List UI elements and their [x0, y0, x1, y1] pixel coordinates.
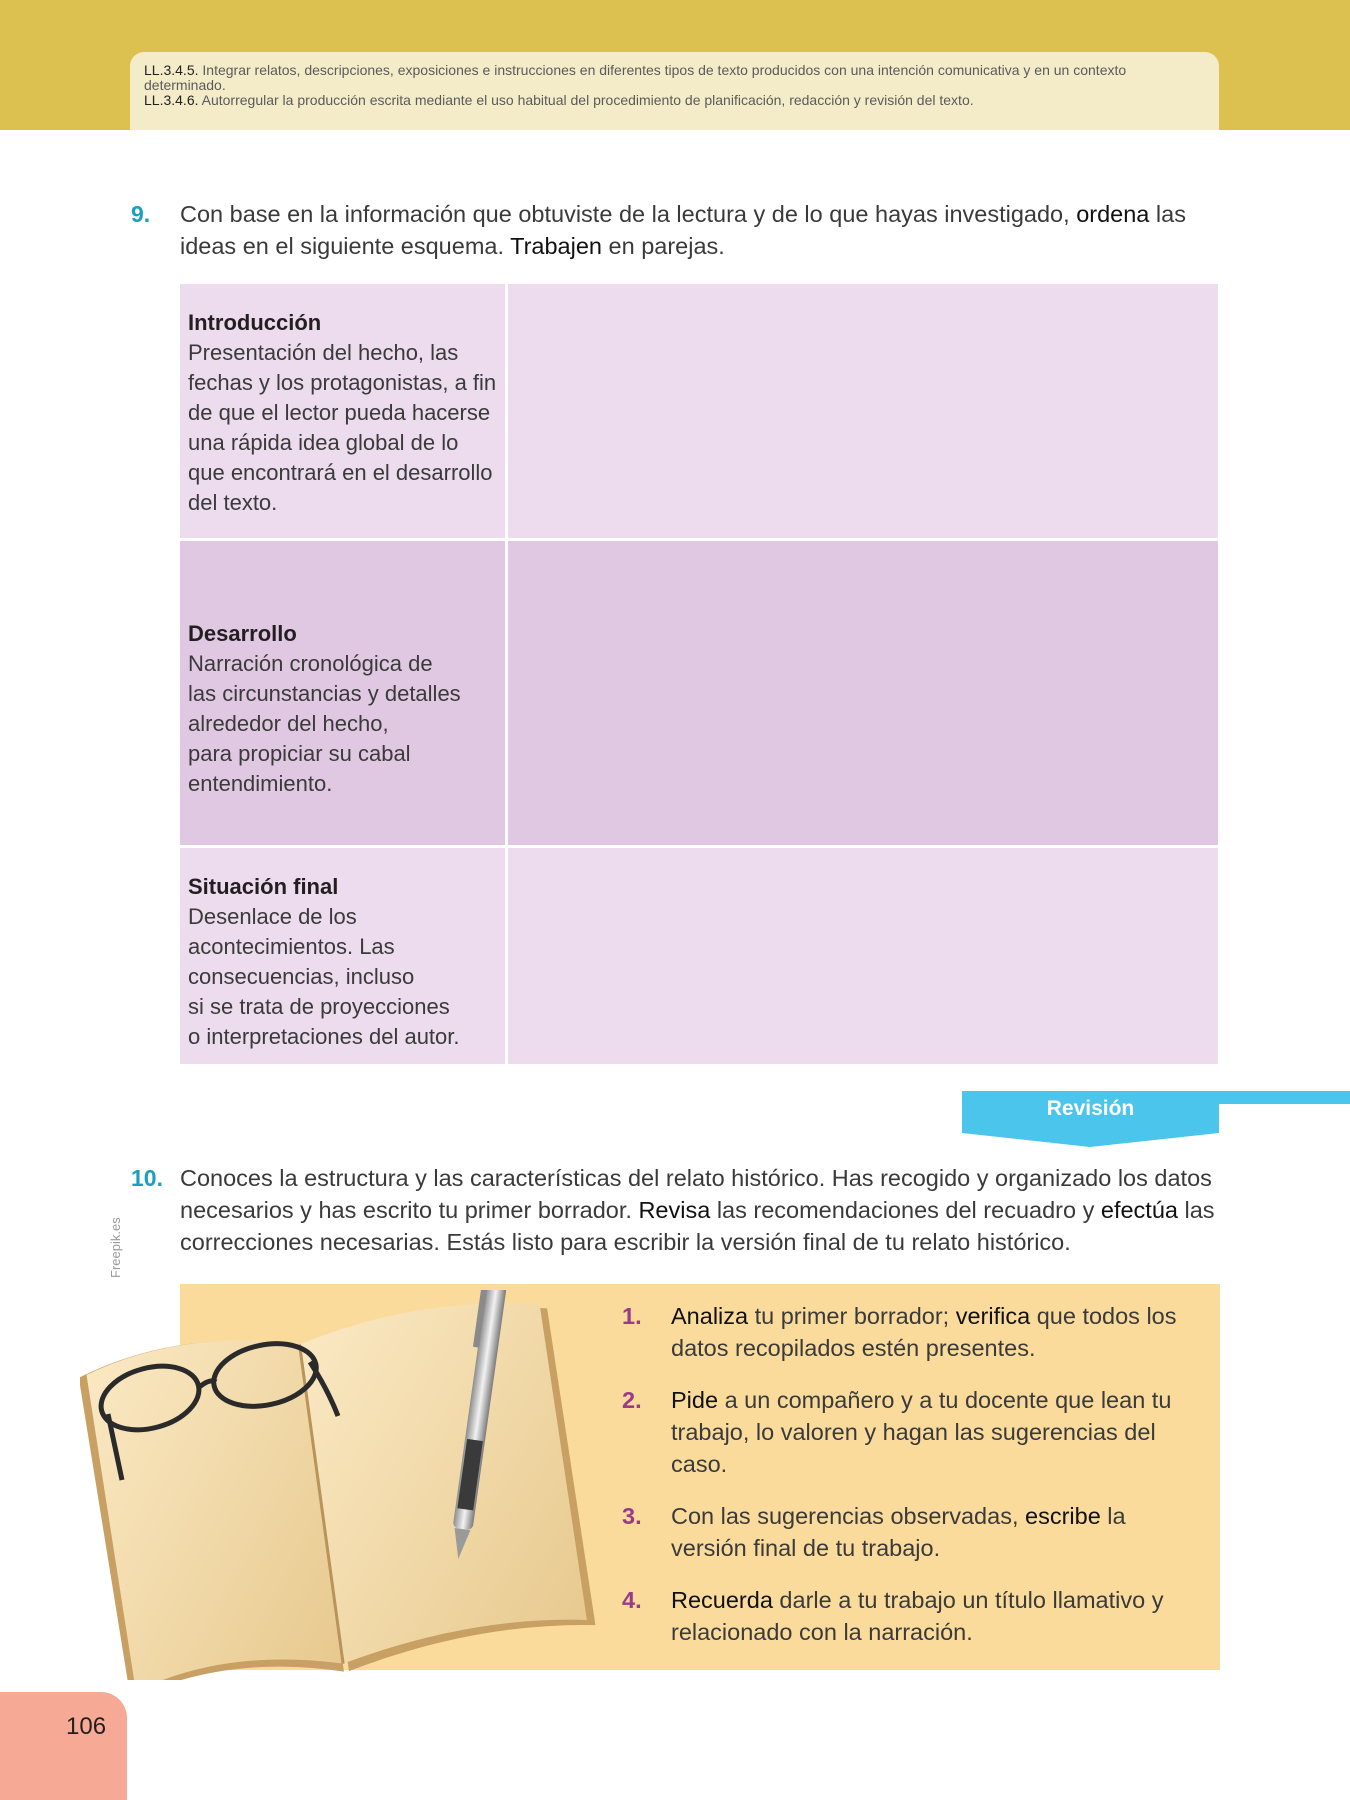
open-notebook	[80, 1295, 598, 1680]
revision-strip	[1196, 1091, 1350, 1104]
revision-label: Revisión	[1046, 1097, 1135, 1120]
tip-number: 4.	[622, 1587, 642, 1613]
scheme-row-development	[180, 538, 1218, 845]
answer-area-final-situation[interactable]	[505, 848, 1218, 1064]
tip-number: 1.	[622, 1303, 642, 1329]
narrative-scheme-table	[180, 284, 1218, 1064]
page-number-tab	[0, 1692, 127, 1800]
skill-item	[144, 63, 1205, 93]
question-9-text: Con base en la información que obtuviste de la lectura y de lo que hayas investigado, ordena las ideas en el siguiente esquema. Trabajen en parejas.	[180, 201, 1186, 259]
skills-box	[130, 52, 1219, 130]
scheme-title: Desarrollo	[188, 621, 297, 646]
skill-text: Autorregular la producción escrita mediante el uso habitual del procedimiento de planificación, redacción y revisión del texto.	[201, 92, 974, 108]
tip-item	[622, 1384, 1202, 1480]
notebook-glasses-pen-illustration	[80, 1290, 620, 1680]
question-10-text: Conoces la estructura y las características del relato histórico. Has recogido y organizado los datos necesarios y has escrito tu primer borrador. Revisa las recomendaciones del recuadro y efectúa las correcciones necesarias. Estás listo para escribir la versión final de tu relato histórico.	[180, 1165, 1215, 1255]
scheme-description: Situación final Desenlace de los acontecimientos. Las consecuencias, incluso si se trata de proyecciones o interpretaciones del autor.	[180, 848, 505, 1064]
tip-text: Recuerda darle a tu trabajo un título llamativo y relacionado con la narración.	[671, 1587, 1164, 1645]
tip-number: 2.	[622, 1387, 642, 1413]
skill-code: LL.3.4.6.	[144, 92, 199, 108]
tip-text: Analiza tu primer borrador; verifica que todos los datos recopilados estén presentes.	[671, 1303, 1177, 1361]
scheme-row-final-situation	[180, 845, 1218, 1064]
answer-area-development[interactable]	[505, 541, 1218, 845]
tip-text: Con las sugerencias observadas, escribe la versión final de tu trabajo.	[671, 1503, 1126, 1561]
scheme-description: Introducción Presentación del hecho, las fechas y los protagonistas, a fin de que el lector pueda hacerse una rápida idea global de lo que encontrará en el desarrollo del texto.	[188, 310, 497, 515]
tip-item	[622, 1584, 1202, 1648]
image-credit: Freepik.es	[108, 1217, 123, 1278]
scheme-title: Introducción	[188, 310, 322, 335]
tip-number: 3.	[622, 1503, 642, 1529]
tip-item	[622, 1300, 1202, 1364]
tip-item	[622, 1500, 1202, 1564]
revision-tab-point	[962, 1133, 1219, 1147]
question-9-number: 9.	[131, 201, 151, 227]
skill-text: Integrar relatos, descripciones, exposiciones e instrucciones en diferentes tipos de texto producidos con una intención comunicativa y en un contexto determinado.	[144, 62, 1127, 93]
answer-area-introduction[interactable]	[505, 284, 1218, 538]
page-number: 106	[66, 1713, 107, 1740]
tips-list	[622, 1300, 1202, 1668]
question-10-number: 10.	[131, 1165, 163, 1191]
tip-text: Pide a un compañero y a tu docente que lean tu trabajo, lo valoren y hagan las sugerencias del caso.	[671, 1387, 1172, 1477]
scheme-row-introduction	[180, 284, 1218, 538]
scheme-description: Desarrollo Narración cronológica de las circunstancias y detalles alrededor del hecho, para propiciar su cabal entendimiento.	[180, 541, 505, 845]
skill-item	[144, 93, 1205, 108]
scheme-title: Situación final	[188, 874, 339, 899]
skill-code: LL.3.4.5.	[144, 62, 199, 78]
